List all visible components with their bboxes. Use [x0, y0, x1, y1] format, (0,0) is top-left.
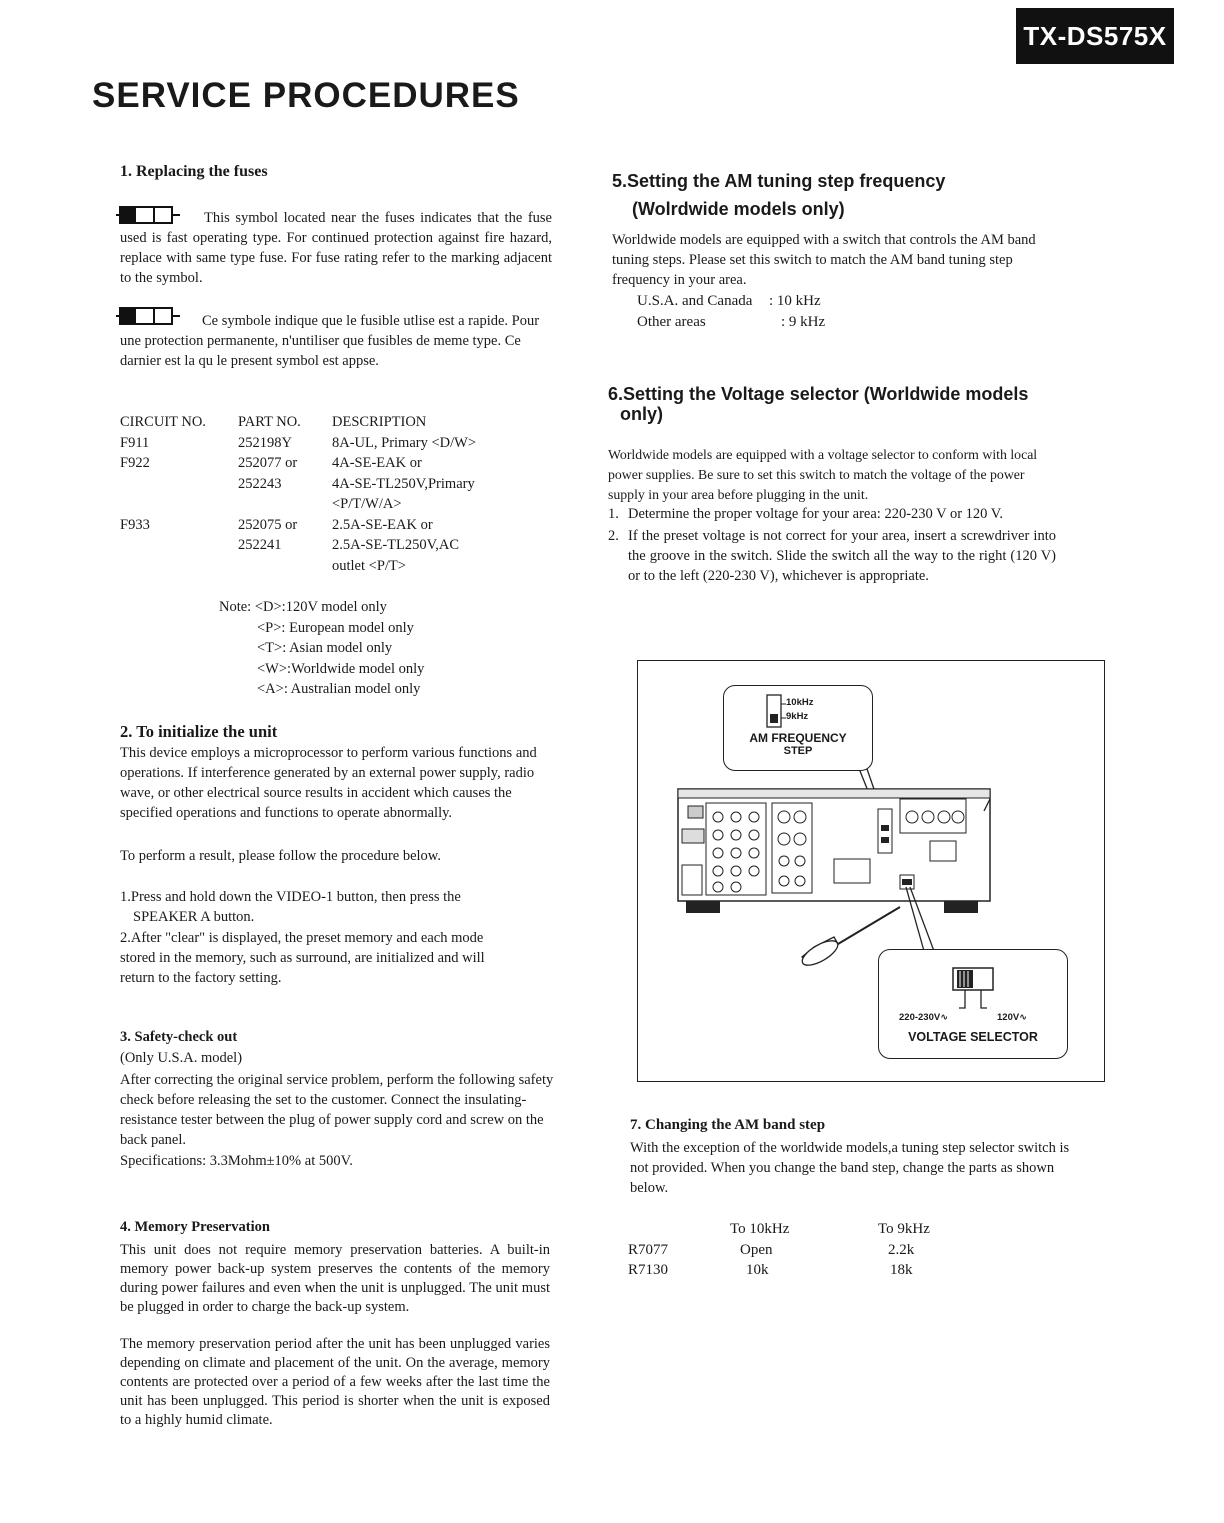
table-row	[628, 1260, 968, 1281]
am-step-body: Worldwide models are equipped with a switch that controls the AM band tuning steps. Please set this switch to match the AM band tuning step frequency in your area.	[612, 232, 1036, 288]
initialize-body: This device employs a microprocessor to perform various functions and operations. If interference generated by an external power supply, radio wave, or other electrical source results in accident which causes the specified operations and functions to operate abnormally.	[120, 745, 537, 821]
table-row	[120, 535, 540, 556]
cell-description: <P/T/W/A>	[332, 496, 402, 512]
note-line: Note: <D>:120V model only	[219, 599, 387, 615]
safety-spec: Specifications: 3.3Mohm±10% at 500V.	[120, 1153, 353, 1169]
area-label: Other areas	[637, 313, 706, 330]
voltage-right-label: 120V∿	[997, 1012, 1028, 1023]
initialize-step-1b: SPEAKER A button.	[133, 909, 255, 925]
am-label-1: AM FREQUENCY	[749, 731, 847, 745]
rear-panel-figure	[637, 660, 1105, 1082]
am-label-2: STEP	[783, 745, 813, 757]
band-step-body: With the exception of the worldwide models,a tuning step selector switch is not provided. When you change the band step, change the parts as shown below.	[630, 1140, 1070, 1196]
step-number: 1.	[608, 506, 619, 522]
page-title: SERVICE PROCEDURES	[92, 76, 520, 115]
memory-body-2: The memory preservation period after the unit has been unplugged varies depending on climate and placement of the unit. On the average, memory contents are protected over a period of a few weeks after the last time the unit has been unplugged. This period is shorter when the unit is exposed to a highly humid climate.	[120, 1336, 550, 1428]
step-number: 2.	[608, 528, 619, 544]
fuse-french-note: Ce symbole indique que le fusible utlise est a rapide. Pour une protection permanente, n'untiliser que fusibles de meme type. Ce darnier est la qu le present symbol est appse.	[120, 313, 540, 369]
voltage-body: Worldwide models are equipped with a voltage selector to conform with local power supplies. Be sure to set this switch to match the voltage of the power supply in your area before plugging in the unit.	[608, 447, 1038, 502]
cell-description: 2.5A-SE-EAK or	[332, 516, 433, 533]
table-row	[120, 494, 540, 515]
cell-part: R7077	[628, 1241, 669, 1258]
table-row	[120, 433, 540, 454]
section-2-heading: 2. To initialize the unit	[120, 722, 278, 741]
note-line: <P>: European model only	[257, 619, 414, 636]
cell-10khz: 10k	[746, 1262, 769, 1278]
safety-body: After correcting the original service problem, perform the following safety check before releasing the set to the customer. Connect the insulating-resistance tester between the plug of power supply cord and screw on the back panel.	[120, 1072, 554, 1148]
section-5-heading: 5.Setting the AM tuning step frequency	[612, 171, 946, 191]
section-6-heading-2: only)	[620, 404, 663, 424]
header-cell: To 9kHz	[878, 1221, 930, 1237]
section-1-heading: 1. Replacing the fuses	[120, 163, 268, 180]
cell-part: 252075 or	[238, 516, 298, 533]
note-line: <W>:Worldwide model only	[257, 660, 425, 677]
table-row	[120, 515, 540, 536]
voltage-selector-label: VOLTAGE SELECTOR	[908, 1030, 1038, 1044]
header-description: DESCRIPTION	[332, 414, 427, 430]
list-item	[608, 504, 1056, 524]
section-7-heading: 7. Changing the AM band step	[630, 1117, 826, 1133]
cell-description: outlet <P/T>	[332, 557, 406, 574]
cell-part: 252198Y	[238, 434, 292, 451]
memory-body-1: This unit does not require memory preservation batteries. A built-in memory power back-up system preserves the contents of the memory during power failures and even when the unit is unplugged. The unit must be plugged in order to charge the back-up system.	[120, 1242, 550, 1315]
am-frequency-callout	[723, 685, 873, 771]
slide-switch-icon	[766, 694, 786, 728]
cell-part: 252241	[238, 537, 282, 553]
initialize-step-2: 2.After "clear" is displayed, the preset memory and each mode stored in the memory, such as surround, are initialized and will return to the factory setting.	[120, 930, 485, 986]
area-value: : 9 kHz	[781, 313, 826, 330]
section-4-heading: 4. Memory Preservation	[120, 1219, 270, 1235]
step-text: If the preset voltage is not correct for your area, insert a screwdriver into the groove in the switch. Slide the switch all the way to the right (120 V) or to the left (220-230 V), whichever is appropriate.	[628, 528, 1056, 584]
fuse-table-header	[120, 412, 540, 433]
table-row	[120, 453, 540, 474]
note-line: <T>: Asian model only	[257, 640, 393, 656]
header-cell: To 10kHz	[730, 1221, 790, 1237]
cell-description: 4A-SE-TL250V,Primary	[332, 475, 475, 492]
cell-part: 252243	[238, 475, 282, 492]
band-step-header	[628, 1219, 968, 1240]
cell-circuit: F933	[120, 516, 150, 533]
area-value: : 10 kHz	[769, 293, 821, 309]
cell-10khz: Open	[740, 1241, 773, 1258]
cell-9khz: 2.2k	[888, 1241, 915, 1258]
cell-circuit: F911	[120, 434, 150, 451]
band-step-table	[628, 1219, 968, 1281]
voltage-selector-callout	[878, 949, 1068, 1059]
note-line: <A>: Australian model only	[257, 681, 421, 697]
voltage-switch-icon	[951, 964, 1001, 1012]
cell-9khz: 18k	[890, 1262, 913, 1278]
model-tag: TX-DS575X	[1016, 8, 1174, 64]
area-label: U.S.A. and Canada	[637, 293, 753, 309]
table-row	[120, 556, 540, 577]
cell-description: 2.5A-SE-TL250V,AC	[332, 537, 460, 553]
am-10khz-label: 10kHz	[786, 697, 814, 708]
table-row	[628, 1240, 968, 1261]
initialize-step-1: 1.Press and hold down the VIDEO-1 button, then press the	[120, 889, 461, 905]
header-part: PART NO.	[238, 414, 301, 430]
section-6-heading: 6.Setting the Voltage selector (Worldwide models	[608, 384, 1029, 404]
cell-circuit: F922	[120, 455, 150, 471]
cell-part: 252077 or	[238, 455, 298, 471]
cell-description: 4A-SE-EAK or	[332, 455, 422, 471]
cell-description: 8A-UL, Primary <D/W>	[332, 434, 477, 451]
model-notes	[219, 597, 424, 700]
safety-sub: (Only U.S.A. model)	[120, 1050, 243, 1066]
fuse-english-note: This symbol located near the fuses indicates that the fuse used is fast operating type. For continued protection against fire hazard, replace with same type fuse. For fuse rating refer to the marking adjacent to the symbol.	[120, 210, 552, 286]
am-9khz-label: 9kHz	[786, 711, 809, 722]
voltage-steps	[608, 504, 1056, 586]
fuse-table	[120, 412, 540, 576]
section-3-heading: 3. Safety-check out	[120, 1029, 238, 1045]
list-item	[608, 526, 1056, 586]
section-5-heading-2: (Wolrdwide models only)	[632, 199, 845, 219]
cell-part: R7130	[628, 1262, 669, 1278]
step-text: Determine the proper voltage for your area: 220-230 V or 120 V.	[628, 506, 1004, 522]
initialize-body-2: To perform a result, please follow the procedure below.	[120, 848, 441, 864]
header-circuit: CIRCUIT NO.	[120, 414, 206, 430]
voltage-left-label: 220-230V∿	[899, 1012, 949, 1023]
table-row	[120, 474, 540, 495]
